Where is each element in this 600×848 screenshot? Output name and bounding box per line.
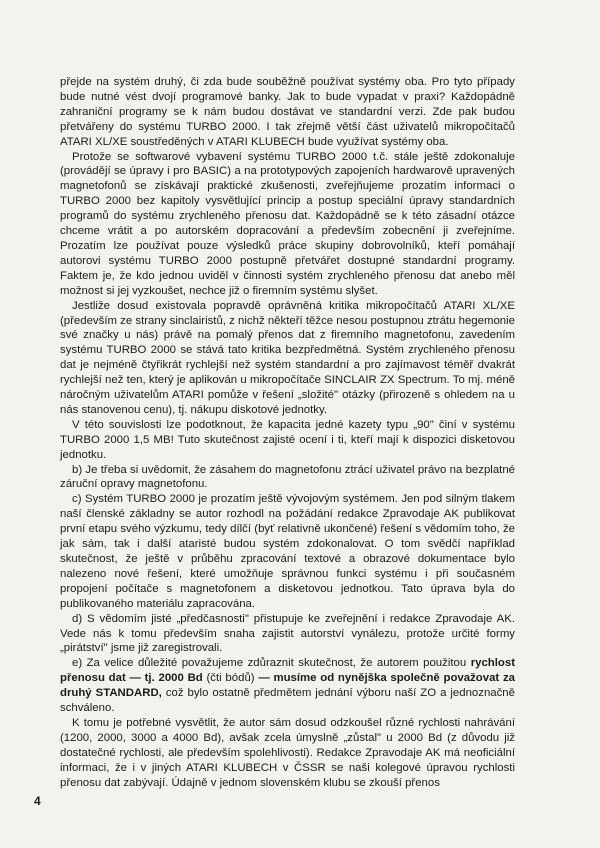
paragraph-c: c) Systém TURBO 2000 je prozatím ještě vývojovým systémem. Jen pod silným tlakem naší členské základny se autor rozhodl na požádání redakce Zpravodaje AK publikovat první etapu svého výzkumu, tedy dílčí (byť relativně ukončené) řešení s vědomím toho, že jak sám, tak i další ataristé budou systém zdokonalovat. O tom svědčí například skutečnost, že ještě v průběhu zpracování textové a obrazové dokumentace bylo nalezeno nové řešení, které umožňuje správnou funkci systému i při současném propojení počítače s magnetofonem a disketovou jednotkou. Tato úprava byla do publikovaného materiálu zapracována. [60,493,515,610]
paragraph-4: V této souvislosti lze podotknout, že kapacita jedné kazety typu „90" činí v systému TURBO 2000 1,5 MB! Tuto skutečnost zajisté ocení i ti, kteří mají k dispozici disketovou jednotku. [60,418,515,461]
paragraph-e-bold-standard: — musíme od nynějška společně považovat za druhý STANDARD, [60,672,515,700]
paragraph-1: přejde na systém druhý, či zda bude souběžně používat systémy oba. Pro tyto případy bude nutné vést dvojí programové banky. Jak to bude vypadat v praxi? Každopádně zahraniční programy se k nám budou dostávat ve standardní verzi. Zde pak budou přetvářeny do systému TURBO 2000. I tak zřejmě větší část uživatelů mikropočítačů ATARI XL/XE soustředěných v ATARI KLUBECH bude využívat systémy oba. [60,76,515,148]
paragraph-e-note: (čti bódů) [202,672,259,685]
paragraph-e-bold-rate: rychlost přenosu dat — tj. 2000 Bd [60,657,515,685]
paragraph-2: Protože se softwarové vybavení systému TURBO 2000 t.č. stále ještě zdokonaluje (provádějí se úpravy i pro BASIC) a na prototypových zapojeních hardwarově upravených magnetofonů se získávají praktické zkušenosti, zveřejňujeme prozatím informaci o TURBO 2000 bez kapitoly vysvětlující princip a postup speciální úpravy standardních programů do systému zrychleného přenosu dat. Každopádně se k této zásadní otázce chceme vrátit a po autorském dopracování a především zobecnění ji zveřejníme. Prozatím lze používat pouze výsledků práce skupiny dobrovolníků, kteří pomáhají autorovi systému TURBO 2000 postupně přetvářet dostupné standardní programy. Faktem je, že kdo jednou uviděl v činnosti systém zrychleného přenosu dat anebo měl možnost si jej vyzkoušet, nechce již o firemním systému slyšet. [60,150,515,297]
paragraph-e-intro: e) Za velice důležité považujeme zdůraznit skutečnost, že autorem použitou [72,657,471,670]
paragraph-3: Jestliže dosud existovala popravdě oprávněná kritika mikropočítačů ATARI XL/XE (především ze strany sinclairistů, z nichž někteří těžce nesou postupnou ztrátu hegemonie své značky u nás) právě na pomalý přenos dat z firemního magnetofonu, zavedením systému TURBO 2000 se stává tato kritika bezpředmětná. Systém zrychleného přenosu dat je nejméně čtyřikrát rychlejší než systém standardní a pro zajímavost téměř dvakrát rychlejší než ten, který je aplikován u mikropočítače SINCLAIR ZX Spectrum. To mj. méně náročným uživatelům ATARI pomůže v řešení „složité" otázky (přirozeně s ohledem na u nás stanovenou cenu), tj. nákupu diskotové jednotky. [60,299,515,416]
paragraph-e-outro: což bylo ostatně předmětem jednání výboru naší ZO a jednoznačně schváleno. [60,687,515,715]
paragraph-b: b) Je třeba si uvědomit, že zásahem do magnetofonu ztrácí uživatel právo na bezplatné záruční opravy magnetofonu. [60,463,515,491]
body-text [60,75,515,791]
paragraph-d: d) S vědomím jisté „předčasnosti" přistupuje ke zveřejnění i redakce Zpravodaje AK. Vede nás k tomu především snaha zajistit autorství vynálezu, protože určité formy „pirátství" jsme již zaregistrovali. [60,612,515,655]
paragraph-e [60,656,515,716]
paragraph-final: K tomu je potřebné vysvětlit, že autor sám dosud odzkoušel různé rychlosti nahrávání (1200, 2000, 3000 a 4000 Bd), avšak zcela úmyslně „zůstal" u 2000 Bd (z důvodu již dostatečné rychlosti, ale především spolehlivosti). Redakce Zpravodaje AK má neoficiální informaci, že i v jiných ATARI KLUBECH v ČSSR se naši kolegové úpravou rychlosti přenosu dat zabývají. Údajně v jednom slovenském klubu se zkouší přenos [60,716,515,789]
page-number: 4 [34,794,41,808]
